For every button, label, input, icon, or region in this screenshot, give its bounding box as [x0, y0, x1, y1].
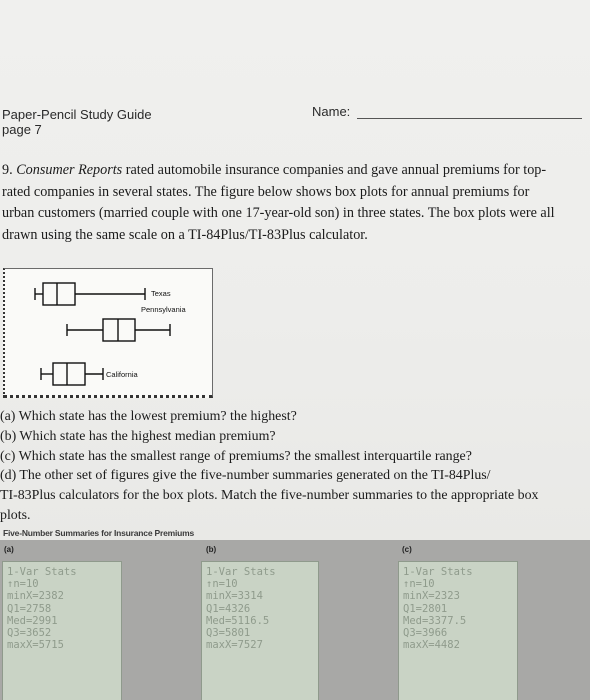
question-c: (c) Which state has the smallest range of premiums? the smallest interquartile range? [0, 448, 472, 464]
name-blank-line [357, 118, 582, 119]
question-d-cont: TI-83Plus calculators for the box plots. Match the five-number summaries to the appropriate box [0, 488, 539, 504]
stats-line: ↑n=10 [403, 578, 435, 591]
stats-line: 1-Var Stats [7, 566, 77, 578]
question-b: (b) Which state has the highest median premium? [0, 428, 276, 444]
stats-line: ↑n=10 [206, 578, 238, 591]
page-number: page 7 [2, 122, 42, 137]
problem-source: Consumer Reports [16, 162, 123, 178]
boxplot-pennsylvania [67, 319, 170, 341]
stats-line: Q1=2758 [7, 602, 52, 615]
name-label: Name: [312, 104, 351, 119]
problem-line-4: drawn using the same scale on a TI-84Plus/TI-83Plus calculator. [2, 226, 368, 243]
calculator-screen-b [201, 561, 319, 700]
label-pennsylvania: Pennsylvania [141, 305, 186, 314]
summary-label-a: (a) [4, 545, 14, 554]
problem-line-1-text: rated automobile insurance companies and gave annual premiums for top- [125, 162, 547, 178]
calculator-screen-a [2, 561, 122, 700]
stats-line: minX=2382 [7, 590, 64, 603]
stats-line: ↑n=10 [7, 578, 39, 591]
stats-line: maxX=5715 [7, 639, 64, 652]
label-california: California [106, 370, 138, 379]
summary-label-b: (b) [206, 545, 217, 554]
stats-line: Med=5116.5 [206, 614, 270, 627]
question-list [0, 407, 590, 526]
question-a: (a) Which state has the lowest premium? the highest? [0, 409, 297, 424]
boxplot-figure [5, 269, 212, 395]
summaries-title: Five-Number Summaries for Insurance Premiums [3, 528, 195, 538]
stats-line: minX=3314 [206, 590, 263, 603]
problem-line-3: urban customers (married couple with one 17-year-old son) in three states. The box plots were all [2, 205, 555, 221]
label-texas: Texas [151, 289, 171, 298]
boxplot-texas [35, 283, 145, 305]
stats-line: Q3=5801 [206, 627, 251, 640]
question-d-end: plots. [0, 507, 31, 523]
guide-title: Paper-Pencil Study Guide [2, 107, 152, 122]
stats-line: Q1=2801 [403, 602, 448, 615]
stats-line: Med=3377.5 [403, 614, 467, 627]
question-d: (d) The other set of figures give the five-number summaries generated on the TI-84Plus/ [0, 468, 491, 484]
problem-number: 9. [2, 162, 13, 178]
stats-line: maxX=7527 [206, 639, 263, 652]
stats-line: Q3=3652 [7, 627, 52, 640]
calculator-boxplot-screen [3, 268, 213, 398]
problem-9-text [2, 160, 587, 246]
stats-line: Q1=4326 [206, 602, 251, 615]
stats-line: 1-Var Stats [403, 566, 473, 578]
stats-line: minX=2323 [403, 590, 460, 603]
boxplot-california [41, 363, 103, 385]
problem-line-1 [2, 160, 587, 182]
stats-line: 1-Var Stats [206, 566, 276, 578]
problem-line-2: rated companies in several states. The figure below shows box plots for annual premiums for [2, 183, 530, 200]
calculator-screen-c [398, 561, 518, 700]
stats-line: Q3=3966 [403, 627, 448, 640]
stats-line: maxX=4482 [403, 639, 460, 652]
summary-label-c: (c) [402, 545, 412, 554]
stats-line: Med=2991 [7, 614, 58, 627]
